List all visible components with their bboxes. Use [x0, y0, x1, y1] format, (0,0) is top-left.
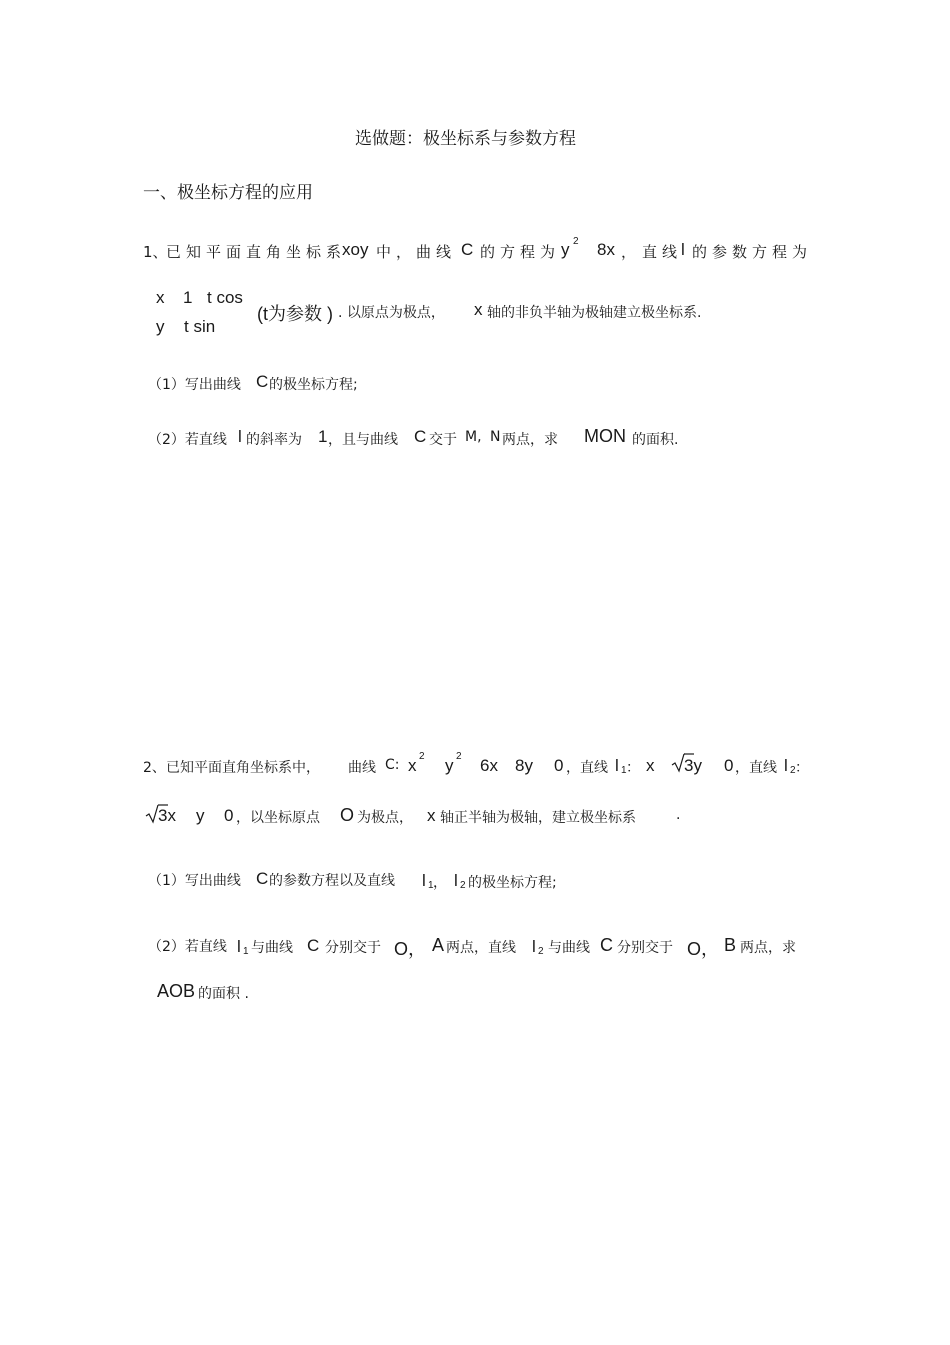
- math-expr: MON: [584, 426, 626, 446]
- math-var: y: [445, 756, 454, 775]
- question-text: 与曲线: [548, 940, 590, 956]
- math-var: x: [408, 756, 417, 775]
- math-var: x: [156, 288, 165, 307]
- problem-text: 已知平面直角坐标系中，: [166, 760, 320, 776]
- question-text: 的斜率为: [246, 432, 302, 448]
- sqrt-symbol: [145, 804, 159, 824]
- question-text: 的面积.: [632, 432, 679, 448]
- problem-text: 轴的非负半轴为极轴建立极坐标系.: [487, 305, 702, 321]
- math-var: xoy: [342, 240, 369, 259]
- math-var: C: [256, 869, 269, 888]
- math-var: l: [238, 427, 242, 446]
- math-expr: t sin: [184, 317, 216, 336]
- math-var: C: [307, 936, 320, 955]
- question-text: 分别交于: [617, 940, 673, 956]
- math-var: M,: [465, 429, 482, 445]
- question-2: （2）若直线: [148, 432, 227, 448]
- math-number: 1: [183, 288, 193, 307]
- math-number: 0: [724, 756, 734, 775]
- math-var: O: [340, 805, 355, 825]
- question-2: （2）若直线: [148, 939, 227, 955]
- problem-text: 直线: [642, 243, 683, 261]
- question-1: （1）写出曲线: [148, 873, 241, 889]
- math-subscript: 1: [243, 946, 249, 957]
- math-expr: 8x: [597, 240, 615, 259]
- math-var: x: [474, 300, 483, 319]
- math-var: x: [427, 806, 436, 825]
- math-var: l: [532, 937, 536, 956]
- problem-text: 的参数方程为: [692, 243, 813, 261]
- math-subscript: 1: [621, 765, 627, 776]
- math-expr: t cos: [207, 288, 243, 307]
- page-title: 选做题：极坐标系与参数方程: [355, 129, 576, 149]
- problem-text: 为极点，: [357, 810, 413, 826]
- math-var: l: [237, 937, 241, 956]
- math-expr: 3y: [684, 756, 702, 775]
- math-expr: AOB: [157, 981, 196, 1001]
- problem-text: ，: [621, 243, 637, 261]
- math-var: C: [256, 372, 269, 391]
- problem-text: ，直线: [566, 760, 608, 776]
- question-1: （1）写出曲线: [148, 377, 241, 393]
- question-text: 分别交于: [325, 940, 381, 956]
- problem-text: ：: [626, 760, 640, 776]
- question-text: 的参数方程以及直线: [269, 873, 395, 889]
- math-var: O，: [687, 939, 720, 959]
- problem-text: . 以原点为极点，: [338, 305, 445, 321]
- question-text: 的极坐标方程;: [269, 377, 358, 393]
- math-superscript: 2: [419, 751, 425, 762]
- math-var: C: [600, 935, 613, 955]
- param-note: (t为参数 ): [257, 304, 333, 324]
- math-var: O，: [394, 939, 427, 959]
- math-var: C:: [385, 757, 400, 773]
- math-var: l: [422, 871, 426, 890]
- problem-text: 轴正半轴为极轴，建立极坐标系: [440, 810, 636, 826]
- math-var: l: [681, 240, 685, 259]
- math-superscript: 2: [573, 236, 579, 247]
- problem-number: 2、: [143, 760, 166, 776]
- question-text: ，: [433, 875, 447, 891]
- math-subscript: 2: [790, 765, 796, 776]
- math-var: l: [454, 871, 458, 890]
- math-var: B: [724, 935, 737, 955]
- problem-number: 1、: [143, 243, 168, 261]
- math-expr: 8y: [515, 756, 533, 775]
- math-var: y: [156, 317, 165, 336]
- math-expr: 6x: [480, 756, 498, 775]
- problem-text: ：: [795, 760, 809, 776]
- math-expr: 3x: [158, 806, 176, 825]
- math-subscript: 1: [428, 880, 434, 891]
- problem-text: 的方程为: [480, 243, 561, 261]
- sqrt-symbol: [671, 753, 685, 773]
- math-var: C: [414, 427, 427, 446]
- math-number: 0: [554, 756, 564, 775]
- section-heading: 一、极坐标方程的应用: [143, 183, 313, 203]
- question-text: 两点，求: [502, 432, 558, 448]
- math-number: 0: [224, 806, 234, 825]
- math-var: C: [461, 240, 474, 259]
- math-var: x: [646, 756, 655, 775]
- question-text: 的面积 .: [198, 986, 249, 1002]
- math-var: l: [784, 756, 788, 775]
- problem-text: 已知平面直角坐标系: [166, 243, 347, 261]
- problem-text: ，直线: [735, 760, 777, 776]
- question-text: 交于: [429, 432, 457, 448]
- question-text: 两点，直线: [446, 940, 516, 956]
- problem-text: ，以坐标原点: [236, 810, 320, 826]
- math-var: l: [615, 756, 619, 775]
- question-text: 的极坐标方程;: [468, 875, 557, 891]
- problem-text: 曲线: [348, 760, 376, 776]
- problem-text: 中，曲线: [376, 243, 457, 261]
- math-number: 1: [318, 427, 328, 446]
- problem-text: .: [676, 807, 681, 823]
- math-var: y: [561, 240, 570, 259]
- math-var: y: [196, 806, 205, 825]
- math-superscript: 2: [456, 751, 462, 762]
- question-text: 两点，求: [740, 940, 796, 956]
- question-text: 与曲线: [251, 940, 293, 956]
- math-var: A: [432, 935, 445, 955]
- question-text: ，且与曲线: [328, 432, 398, 448]
- math-subscript: 2: [460, 880, 466, 891]
- math-subscript: 2: [538, 946, 544, 957]
- math-var: N: [490, 429, 501, 445]
